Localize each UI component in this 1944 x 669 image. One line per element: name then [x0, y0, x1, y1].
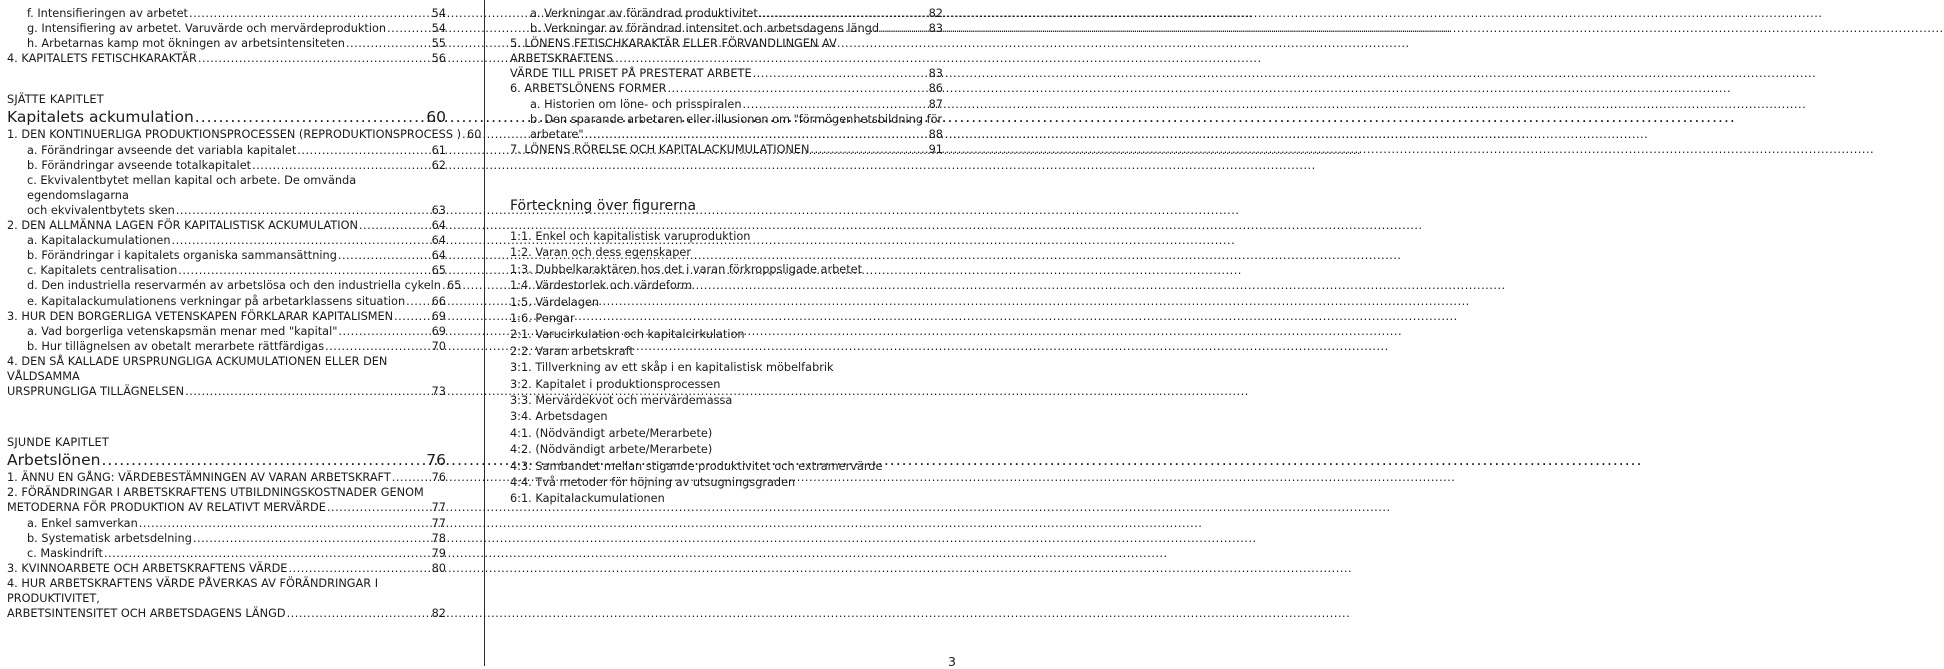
chapter-title[interactable]: Kapitalets ackumulation ..... 60	[7, 107, 446, 127]
toc-entry-text: b. Förändringar avseende totalkapitalet	[27, 158, 252, 172]
toc-entry-text: ARBETSINTENSITET OCH ARBETSDAGENS LÄNGD	[7, 607, 286, 621]
dot-leader	[104, 546, 431, 561]
toc-entry-text: c. Kapitalets centralisation	[27, 264, 178, 278]
toc-entry-page: 60	[467, 128, 482, 142]
toc-entry-page: 69	[431, 324, 446, 338]
toc-entry-text: 3. HUR DEN BORGERLIGA VETENSKAPEN FÖRKLARAR KAPITALISMEN	[7, 309, 394, 323]
dot-leader	[392, 470, 431, 485]
toc-entry-page: 65	[431, 264, 446, 278]
toc-entry-page: 55	[431, 37, 446, 51]
dot-leader	[442, 278, 446, 293]
toc-entry[interactable]	[7, 516, 446, 531]
toc-entry-page: 82	[928, 7, 943, 20]
toc-entry[interactable]	[7, 173, 446, 218]
figure-list-item[interactable]: 3:4. Arbetsdagen	[510, 410, 608, 424]
dot-leader	[338, 248, 431, 263]
toc-entry-page: 83	[928, 22, 943, 36]
toc-entry-page: 77	[431, 516, 446, 530]
toc-entry-text: a. Enkel samverkan	[27, 516, 138, 530]
toc-entry[interactable]	[7, 263, 446, 278]
toc-entry-page: 63	[431, 203, 446, 217]
toc-entry-page: 62	[431, 158, 446, 172]
dot-leader	[743, 97, 928, 112]
figures-list	[510, 229, 943, 508]
toc-entry[interactable]	[7, 354, 446, 399]
toc-entry[interactable]	[510, 97, 943, 112]
figure-list-item[interactable]: 6:1. Kapitalackumulationen	[510, 492, 665, 506]
figure-list-item[interactable]: 3:2. Kapitalet i produktionsprocessen	[510, 377, 721, 391]
toc-entry-page: 73	[431, 385, 446, 399]
toc-entry[interactable]	[510, 81, 943, 96]
toc-entry[interactable]	[7, 278, 462, 293]
toc-entry-page: 64	[431, 219, 446, 233]
toc-entry-text: b. Systematisk arbetsdelning	[27, 531, 192, 545]
toc-entry-text: a. Verkningar av förändrad produktivitet	[530, 7, 758, 20]
toc-entry-page: 54	[431, 7, 446, 20]
dot-leader	[462, 127, 466, 142]
dot-leader	[176, 203, 431, 218]
dot-leader	[327, 500, 431, 515]
toc-entry-text: a. Vad borgerliga vetenskapsmän menar med "kapital"	[27, 324, 338, 338]
toc-entry[interactable]	[7, 576, 446, 621]
dot-leader	[811, 142, 928, 157]
dot-leader	[585, 127, 928, 142]
toc-entry-text-line1: 4. HUR ARBETSKRAFTENS VÄRDE PÅVERKAS AV FÖRÄNDRINGAR I PRODUKTIVITET,	[7, 576, 379, 605]
toc-entry-page: 79	[431, 546, 446, 560]
dot-leader	[288, 561, 430, 576]
toc-entry-text: a. Historien om löne- och prisspiralen	[530, 97, 742, 111]
toc-continued-entries	[7, 6, 446, 66]
figure-list-item[interactable]: 2:1. Varucirkulation och kapitalcirkulation	[510, 328, 745, 342]
toc-entry-page: 70	[431, 339, 446, 353]
chapter-entries	[7, 127, 482, 399]
dot-leader	[338, 324, 430, 339]
toc-continued-entries	[510, 6, 943, 157]
part-label: SJUNDE KAPITLET	[7, 436, 109, 450]
toc-entry[interactable]	[510, 112, 943, 142]
dot-leader	[189, 6, 431, 21]
toc-entry-text: URSPRUNGLIGA TILLÄGNELSEN	[7, 385, 185, 399]
toc-entry-text: g. Intensifiering av arbetet. Varuvärde och mervärdeproduktion	[27, 22, 387, 36]
toc-entry[interactable]	[7, 485, 446, 515]
toc-entry[interactable]	[7, 218, 446, 233]
figure-list-item[interactable]: 4:3. Sambandet mellan stigande produktivitet och extramervärde	[510, 459, 883, 473]
toc-entry[interactable]	[510, 36, 943, 81]
toc-entry-text: c. Maskindrift	[27, 546, 103, 560]
toc-entry-text: d. Den industriella reservarmén av arbetslösa och den industriella cykeln	[27, 279, 441, 293]
toc-entry[interactable]	[7, 470, 446, 485]
toc-entry-text: e. Kapitalackumulationens verkningar på arbetarklassens situation	[27, 294, 406, 308]
toc-entry-text: och ekvivalentbytets sken	[27, 203, 175, 217]
toc-entry[interactable]	[7, 143, 446, 158]
toc-entry[interactable]	[7, 309, 446, 324]
toc-entry-page: 65	[446, 279, 462, 293]
dot-leader	[387, 21, 431, 36]
toc-entry-page: 54	[431, 22, 446, 36]
toc-entry-text: b. Förändringar i kapitalets organiska sammansättning	[27, 249, 337, 263]
toc-entry[interactable]	[7, 36, 446, 51]
toc-entry-page: 82	[431, 607, 446, 621]
toc-entry[interactable]	[510, 6, 943, 21]
dot-leader	[667, 81, 927, 96]
dot-leader	[198, 51, 431, 66]
toc-entry-text: 1. DEN KONTINUERLIGA PRODUKTIONSPROCESSEN (REPRODUKTIONSPROCESS )	[7, 128, 462, 142]
dot-leader	[193, 531, 431, 546]
toc-entry[interactable]	[7, 294, 446, 309]
toc-entry-page: 56	[431, 52, 446, 66]
toc-entry[interactable]	[7, 233, 446, 248]
toc-entry-page: 80	[431, 561, 446, 575]
dot-leader	[172, 233, 431, 248]
toc-entry-text: 6. ARBETSLÖNENS FORMER	[510, 82, 667, 96]
figure-list-item[interactable]: 1:6. Pengar	[510, 311, 575, 325]
toc-entry[interactable]	[7, 158, 446, 173]
left-column	[7, 6, 482, 621]
dot-leader	[178, 263, 430, 278]
dot-leader	[346, 36, 431, 51]
toc-entry-page: 78	[431, 531, 446, 545]
dot-leader	[759, 6, 928, 21]
figure-list-item[interactable]: 4:1. (Nödvändigt arbete/Merarbete)	[510, 426, 713, 440]
toc-entry-page: 88	[928, 127, 943, 141]
toc-entry-text: a. Förändringar avseende det variabla kapitalet	[27, 143, 297, 157]
dot-leader	[185, 384, 430, 399]
toc-entry[interactable]	[7, 51, 446, 66]
chapter-title[interactable]: Arbetslönen ..... 76	[7, 450, 446, 470]
dot-leader	[252, 158, 431, 173]
toc-entry[interactable]	[7, 339, 446, 354]
dot-leader	[359, 218, 431, 233]
figure-list-item[interactable]: 3:3. Mervärdekvot och mervärdemassa	[510, 394, 733, 407]
right-column	[510, 6, 943, 508]
toc-entry-page: 69	[431, 309, 446, 323]
toc-entry[interactable]	[7, 561, 446, 576]
toc-entry-text: 4. KAPITALETS FETISCHKARAKTÄR	[7, 52, 197, 66]
figure-list-item[interactable]: 3:1. Tillverkning av ett skåp i en kapitalistisk möbelfabrik	[510, 361, 834, 375]
dot-leader	[325, 339, 431, 354]
toc-entry-text: 7. LÖNENS RÖRELSE OCH KAPITALACKUMULATIONEN	[510, 142, 810, 156]
toc-entry-text: f. Intensifieringen av arbetet	[27, 7, 188, 20]
toc-entry[interactable]	[7, 531, 446, 546]
toc-entry-page: 61	[431, 143, 446, 157]
dot-leader	[753, 66, 928, 81]
toc-entry-text-line1: b. Den sparande arbetaren eller illusionen om "förmögenhetsbildning för	[530, 112, 943, 126]
page-number: 3	[948, 654, 956, 669]
figure-list-item[interactable]: 1:5. Värdelagen	[510, 295, 600, 309]
toc-entry[interactable]	[7, 248, 446, 263]
dot-leader	[287, 606, 431, 621]
figure-list-item[interactable]: 1:3. Dubbelkaraktären hos det i varan förkroppsligade arbetet	[510, 262, 863, 276]
dot-leader	[406, 294, 431, 309]
figures-heading: Förteckning över figurerna	[510, 197, 697, 214]
dot-leader	[880, 21, 928, 36]
toc-entry-text-line1: c. Ekvivalentbytet mellan kapital och arbete. De omvända egendomslagarna	[27, 173, 357, 202]
part-label: SJÄTTE KAPITLET	[7, 93, 104, 107]
toc-entry[interactable]	[510, 142, 943, 157]
toc-entry-text: a. Kapitalackumulationen	[27, 234, 171, 248]
dot-leader	[297, 143, 430, 158]
toc-entry-text: h. Arbetarnas kamp mot ökningen av arbetsintensiteten	[27, 37, 345, 51]
figure-list-item[interactable]: 1:1. Enkel och kapitalistisk varuproduktion	[510, 229, 751, 243]
toc-entry[interactable]	[7, 21, 446, 36]
toc-entry-text: arbetare"	[530, 127, 584, 141]
toc-entry-page: 77	[431, 501, 446, 515]
toc-entry-text-line1: 5. LÖNENS FETISCHKARAKTÄR ELLER FÖRVANDLINGEN AV ARBETSKRAFTENS	[510, 37, 837, 66]
toc-entry[interactable]	[510, 21, 943, 36]
dot-leader	[394, 309, 431, 324]
toc-entry-page: 64	[431, 234, 446, 248]
toc-entry[interactable]	[7, 324, 446, 339]
toc-entry-page: 64	[431, 249, 446, 263]
figure-list-item[interactable]: 4:2. (Nödvändigt arbete/Merarbete)	[510, 443, 713, 457]
toc-entry-page: 76	[431, 471, 446, 485]
figure-list-item[interactable]: 2:2. Varan arbetskraft	[510, 344, 634, 358]
figure-list-item[interactable]: 1:4. Värdestorlek och värdeform	[510, 279, 693, 293]
toc-entry-page: 86	[928, 82, 943, 96]
toc-entry[interactable]	[7, 546, 446, 561]
toc-entry-text: METODERNA FÖR PRODUKTION AV RELATIVT MERVÄRDE	[7, 501, 326, 515]
figure-list-item[interactable]: 1:2. Varan och dess egenskaper	[510, 246, 691, 260]
toc-entry[interactable]	[7, 127, 482, 142]
toc-entry-text: b. Verkningar av förändrad intensitet och arbetsdagens längd	[530, 22, 879, 36]
toc-entry-text: 2. DEN ALLMÄNNA LAGEN FÖR KAPITALISTISK ACKUMULATION	[7, 219, 358, 233]
toc-entry-page: 83	[928, 67, 943, 81]
toc-entry-page: 87	[928, 97, 943, 111]
toc-entry-page: 91	[928, 142, 943, 156]
dot-leader	[139, 516, 431, 531]
toc-entry[interactable]	[7, 6, 446, 21]
toc-entry-text: b. Hur tillägnelsen av obetalt merarbete rättfärdigas	[27, 339, 325, 353]
toc-entry-text: VÄRDE TILL PRISET PÅ PRESTERAT ARBETE	[510, 67, 752, 81]
toc-entry-text: 3. KVINNOARBETE OCH ARBETSKRAFTENS VÄRDE	[7, 561, 288, 575]
toc-entry-text-line1: 4. DEN SÅ KALLADE URSPRUNGLIGA ACKUMULATIONEN ELLER DEN VÅLDSAMMA	[7, 354, 388, 383]
toc-entry-text-line1: 2. FÖRÄNDRINGAR I ARBETSKRAFTENS UTBILDNINGSKOSTNADER GENOM	[7, 486, 424, 500]
figure-list-item[interactable]: 4:4. Två metoder för höjning av utsugningsgraden	[510, 476, 796, 490]
toc-entry-text: 1. ÄNNU EN GÅNG: VÄRDEBESTÄMNINGEN AV VARAN ARBETSKRAFT	[7, 471, 391, 485]
chapter-entries	[7, 470, 446, 621]
toc-entry-page: 66	[431, 294, 446, 308]
